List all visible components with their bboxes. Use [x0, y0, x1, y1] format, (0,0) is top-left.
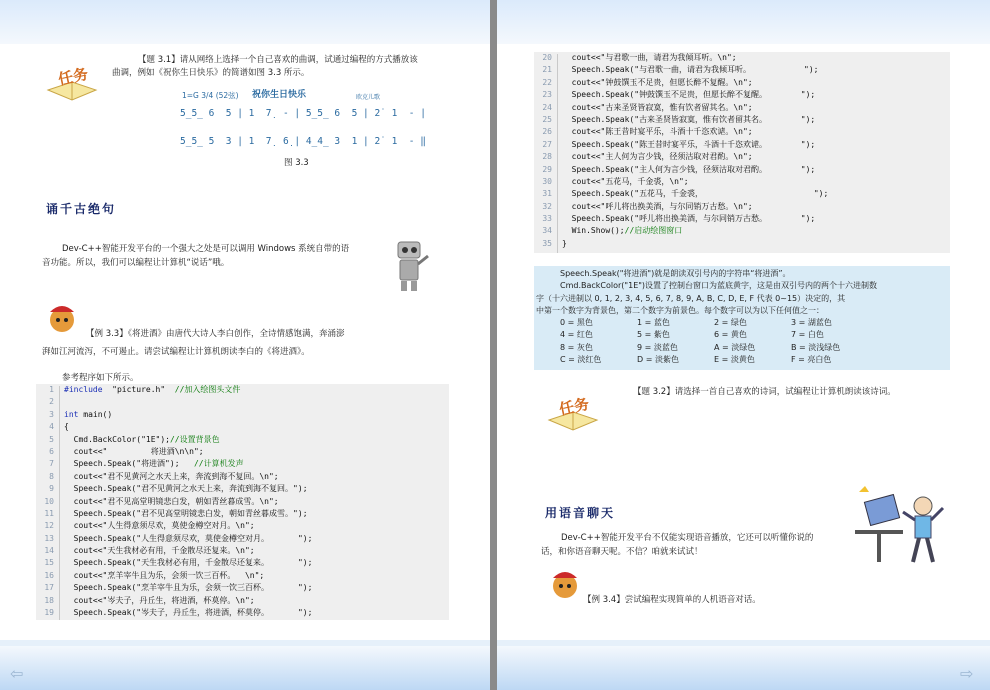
code-text: Speech.Speak("烹羊宰牛且为乐，会须一饮三百杯。 ");: [64, 583, 313, 593]
code-line: [534, 64, 950, 76]
code-line: [36, 570, 449, 582]
line-number: 15: [44, 558, 54, 568]
code-text: Speech.Speak("古来圣贤皆寂寞，惟有饮者留其名。 ");: [562, 114, 816, 124]
line-number: 30: [542, 176, 552, 186]
page-divider: [490, 0, 497, 690]
code-line: [36, 545, 449, 557]
code-line: [36, 533, 449, 545]
color-row: [534, 354, 950, 366]
code-text: int main(): [64, 409, 113, 419]
code-block-left: [36, 384, 449, 620]
task-book-icon-2: [545, 390, 603, 438]
mascot-icon-2: [545, 564, 585, 604]
example-line2: 湃如江河流泻，不可遏止。请尝试编程让计算机朗读李白的《将进酒》。: [42, 347, 310, 357]
code-line: [534, 89, 950, 101]
line-number: 1: [49, 385, 54, 394]
code-text: Speech.Speak("天生我材必有用，千金散尽还复来。 ");: [64, 558, 313, 568]
code-line: [36, 557, 449, 569]
line-number: 25: [542, 114, 552, 124]
code-text: cout<<"君不见黄河之水天上来，奔流到海不复回。\n";: [64, 471, 279, 481]
code-text: Win.Show();//启动绘图窗口: [562, 226, 683, 236]
intro-line2: 音功能。所以，我们可以编程让计算机“说话”哦。: [42, 258, 230, 268]
mascot-icon: [42, 298, 82, 338]
score-key: 1=G 3/4 (52弦): [182, 91, 239, 100]
color-entry: 1 = 蓝色: [637, 318, 670, 328]
note-line4: 中第一个数字为背景色，第二个数字为前景色。每个数字可以为以下任何值之一：: [536, 305, 824, 315]
code-line: [534, 176, 950, 188]
code-line: [36, 384, 449, 396]
intro-line1: Dev-C++智能开发平台的一个强大之处是可以调用 Windows 系统自带的语: [62, 244, 350, 254]
code-line: [36, 508, 449, 520]
color-row: [534, 317, 950, 329]
code-line: [36, 483, 449, 495]
reference-label: 参考程序如下所示。: [62, 373, 139, 383]
score-composer: 欧克儿歌: [356, 94, 381, 101]
figure-caption: 图 3.3: [284, 158, 309, 168]
code-text: Speech.Speak("钟鼓馔玉不足贵，但愿长醉不复醒。 ");: [562, 90, 816, 100]
code-line: [36, 582, 449, 594]
note-line2: Cmd.BackColor("1E")设置了控制台窗口为蓝底黄字，这是由双引号内的两个十六进制数: [560, 281, 878, 291]
line-number: 11: [44, 508, 54, 518]
code-text: Speech.Speak("五花马，千金裘， ");: [562, 189, 829, 199]
code-line: [36, 409, 449, 421]
code-text: Speech.Speak("陈王昔时宴平乐，斗酒十千恣欢谑。 ");: [562, 139, 816, 149]
color-row: [534, 342, 950, 354]
line-number: 23: [542, 90, 552, 100]
code-text: cout<<"天生我材必有用，千金散尽还复来。\n";: [64, 546, 255, 556]
code-line: [36, 421, 449, 433]
code-text: Speech.Speak("君不见黄河之水天上来，奔流到海不复回。");: [64, 484, 308, 494]
task-badge-text: 任务: [56, 64, 90, 89]
robot-icon: [390, 236, 430, 296]
code-text: Speech.Speak("君不见高堂明镜悲白发，朝如青丝暮成雪。");: [64, 508, 308, 518]
color-entry: 9 = 淡蓝色: [637, 342, 678, 352]
code-line: [36, 396, 449, 408]
code-line: [534, 188, 950, 200]
code-text: Speech.Speak("主人何为言少钱，径须沽取对君酌。 ");: [562, 164, 816, 174]
code-line: [534, 213, 950, 225]
color-entry: A = 淡绿色: [714, 342, 756, 352]
line-number: 9: [49, 484, 54, 494]
chat-line1: Dev-C++智能开发平台不仅能实现语音播放，它还可以听懂你说的: [561, 533, 814, 543]
code-text: cout<<" 将进酒\n\n";: [64, 446, 204, 456]
color-entry: F = 亮白色: [791, 355, 832, 365]
line-number: 6: [49, 446, 54, 456]
line-number: 24: [542, 102, 552, 112]
code-text: Speech.Speak("岑夫子，丹丘生，将进酒，杯莫停。 ");: [64, 608, 313, 618]
code-text: Speech.Speak("呼儿将出换美酒，与尔同销万古愁。 ");: [562, 214, 816, 224]
color-entry: 8 = 灰色: [560, 342, 593, 352]
line-number: 27: [542, 139, 552, 149]
code-line: [534, 151, 950, 163]
left-page: [0, 44, 490, 640]
code-line: [36, 458, 449, 470]
line-number: 19: [44, 608, 54, 618]
code-text: cout<<"呼儿将出换美酒，与尔同销万古愁。\n";: [562, 201, 753, 211]
section-title-chat: 用语音聊天: [545, 506, 616, 520]
line-number: 5: [49, 434, 54, 444]
code-text: cout<<"君不见高堂明镜悲白发，朝如青丝暮成雪。\n";: [64, 496, 279, 506]
line-number: 33: [542, 214, 552, 224]
code-line: [36, 434, 449, 446]
code-line: [534, 102, 950, 114]
color-entry: E = 淡黄色: [714, 355, 755, 365]
code-text: cout<<"与君歌一曲，请君为我倾耳听。\n";: [562, 53, 737, 62]
code-text: Speech.Speak("与君歌一曲，请君为我倾耳听。 ");: [562, 65, 819, 75]
color-entry: 2 = 绿色: [714, 318, 747, 328]
explanation-note: [534, 266, 950, 370]
task-text-line1: 【题 3.1】请从网络上选择一个自己喜欢的曲调，试通过编程的方式播放该: [138, 55, 418, 65]
line-number: 13: [44, 533, 54, 543]
code-text: cout<<"钟鼓馔玉不足贵，但愿长醉不复醒。\n";: [562, 77, 753, 87]
score-title: 祝你生日快乐: [252, 90, 307, 100]
line-number: 17: [44, 583, 54, 593]
color-entry: D = 淡紫色: [637, 355, 679, 365]
line-number: 34: [542, 226, 552, 236]
line-number: 20: [542, 53, 552, 62]
code-line: [36, 595, 449, 607]
code-line: [534, 114, 950, 126]
code-block-right: [534, 52, 950, 253]
line-number: 28: [542, 152, 552, 162]
line-number: 8: [49, 471, 54, 481]
right-page: [497, 44, 990, 640]
color-entry: 4 = 红色: [560, 330, 593, 340]
line-number: 35: [542, 238, 552, 248]
section-title-poems: 诵千古绝句: [46, 202, 117, 216]
line-number: 14: [44, 546, 54, 556]
example-line1: 【例 3.3】《将进酒》由唐代大诗人李白创作，全诗情感饱满，奔涌澎: [86, 329, 345, 339]
code-line: [534, 225, 950, 237]
code-text: }: [562, 238, 567, 248]
color-row: [534, 329, 950, 341]
code-text: Cmd.BackColor("1E");//设置背景色: [64, 434, 220, 444]
code-line: [36, 446, 449, 458]
code-text: cout<<"人生得意须尽欢，莫使金樽空对月。\n";: [64, 521, 255, 531]
color-entry: 5 = 紫色: [637, 330, 670, 340]
note-line3: 字（十六进制以 0, 1, 2, 3, 4, 5, 6, 7, 8, 9, A, B, C, D, E, F 代表 0~15）决定的，其: [536, 293, 846, 303]
prev-page-button[interactable]: ⇦: [10, 664, 24, 683]
color-entry: 0 = 黑色: [560, 318, 593, 328]
line-number: 29: [542, 164, 552, 174]
line-number: 12: [44, 521, 54, 531]
code-line: [534, 201, 950, 213]
computer-user-illustration: [849, 486, 959, 570]
color-table: [534, 317, 950, 366]
line-number: 31: [542, 189, 552, 199]
line-number: 7: [49, 459, 54, 469]
code-text: cout<<"主人何为言少钱，径须沽取对君酌。\n";: [562, 152, 753, 162]
line-number: 32: [542, 201, 552, 211]
line-number: 21: [542, 65, 552, 75]
color-entry: 3 = 湖蓝色: [791, 318, 832, 328]
color-entry: 6 = 黄色: [714, 330, 747, 340]
color-entry: B = 淡浅绿色: [791, 342, 841, 352]
line-number: 10: [44, 496, 54, 506]
line-number: 2: [49, 397, 54, 407]
code-line: [36, 520, 449, 532]
line-number: 3: [49, 409, 54, 419]
code-line: [534, 52, 950, 64]
note-line1: Speech.Speak("将进酒")就是朗读双引号内的字符串“将进酒”。: [560, 269, 791, 278]
code-line: [534, 77, 950, 89]
code-text: cout<<"陈王昔时宴平乐，斗酒十千恣欢谑。\n";: [562, 127, 753, 137]
score-line-2: 5̲5̲ 5 3 | 1 7̣ 6̣ | 4̲4̲ 3 1 | 2̇ 1 - ‖: [180, 136, 426, 147]
code-text: Speech.Speak("将进酒"); //计算机发声: [64, 459, 244, 469]
next-page-button[interactable]: ⇨: [960, 664, 974, 683]
example-3-4: 【例 3.4】尝试编程实现简单的人机语音对话。: [583, 595, 761, 605]
code-text: #include "picture.h" //加入绘图头文件: [64, 385, 241, 394]
task-text-2: 【题 3.2】请选择一首自己喜欢的诗词，试编程让计算机朗读该诗词。: [633, 387, 896, 397]
task-text-line2: 曲调，例如《祝你生日快乐》的简谱如图 3.3 所示。: [112, 68, 310, 78]
code-text: cout<<"五花马，千金裘，\n";: [562, 176, 689, 186]
code-line: [36, 496, 449, 508]
code-text: cout<<"烹羊宰牛且为乐，会须一饮三百杯。 \n";: [64, 570, 265, 580]
code-text: Speech.Speak("人生得意须尽欢，莫使金樽空对月。 ");: [64, 533, 313, 543]
code-line: [534, 126, 950, 138]
code-text: {: [64, 422, 69, 432]
chat-line2: 话，和你语音聊天呢。不信？咱就来试试！: [541, 547, 703, 557]
code-line: [534, 238, 950, 250]
color-entry: 7 = 白色: [791, 330, 824, 340]
code-line: [36, 607, 449, 619]
code-line: [534, 139, 950, 151]
code-line: [36, 471, 449, 483]
task-badge-text-2: 任务: [557, 394, 591, 419]
task-book-icon: [44, 60, 100, 108]
line-number: 22: [542, 77, 552, 87]
code-text: cout<<"岑夫子，丹丘生，将进酒，杯莫停。\n";: [64, 595, 255, 605]
line-number: 26: [542, 127, 552, 137]
line-number: 4: [49, 422, 54, 432]
line-number: 16: [44, 570, 54, 580]
color-entry: C = 淡红色: [560, 355, 602, 365]
code-line: [534, 164, 950, 176]
line-number: 18: [44, 595, 54, 605]
score-line-1: 5̲5̲ 6 5 | 1 7̣ - | 5̲5̲ 6 5 | 2̇ 1 - |: [180, 108, 426, 119]
code-text: cout<<"古来圣贤皆寂寞，惟有饮者留其名。\n";: [562, 102, 753, 112]
